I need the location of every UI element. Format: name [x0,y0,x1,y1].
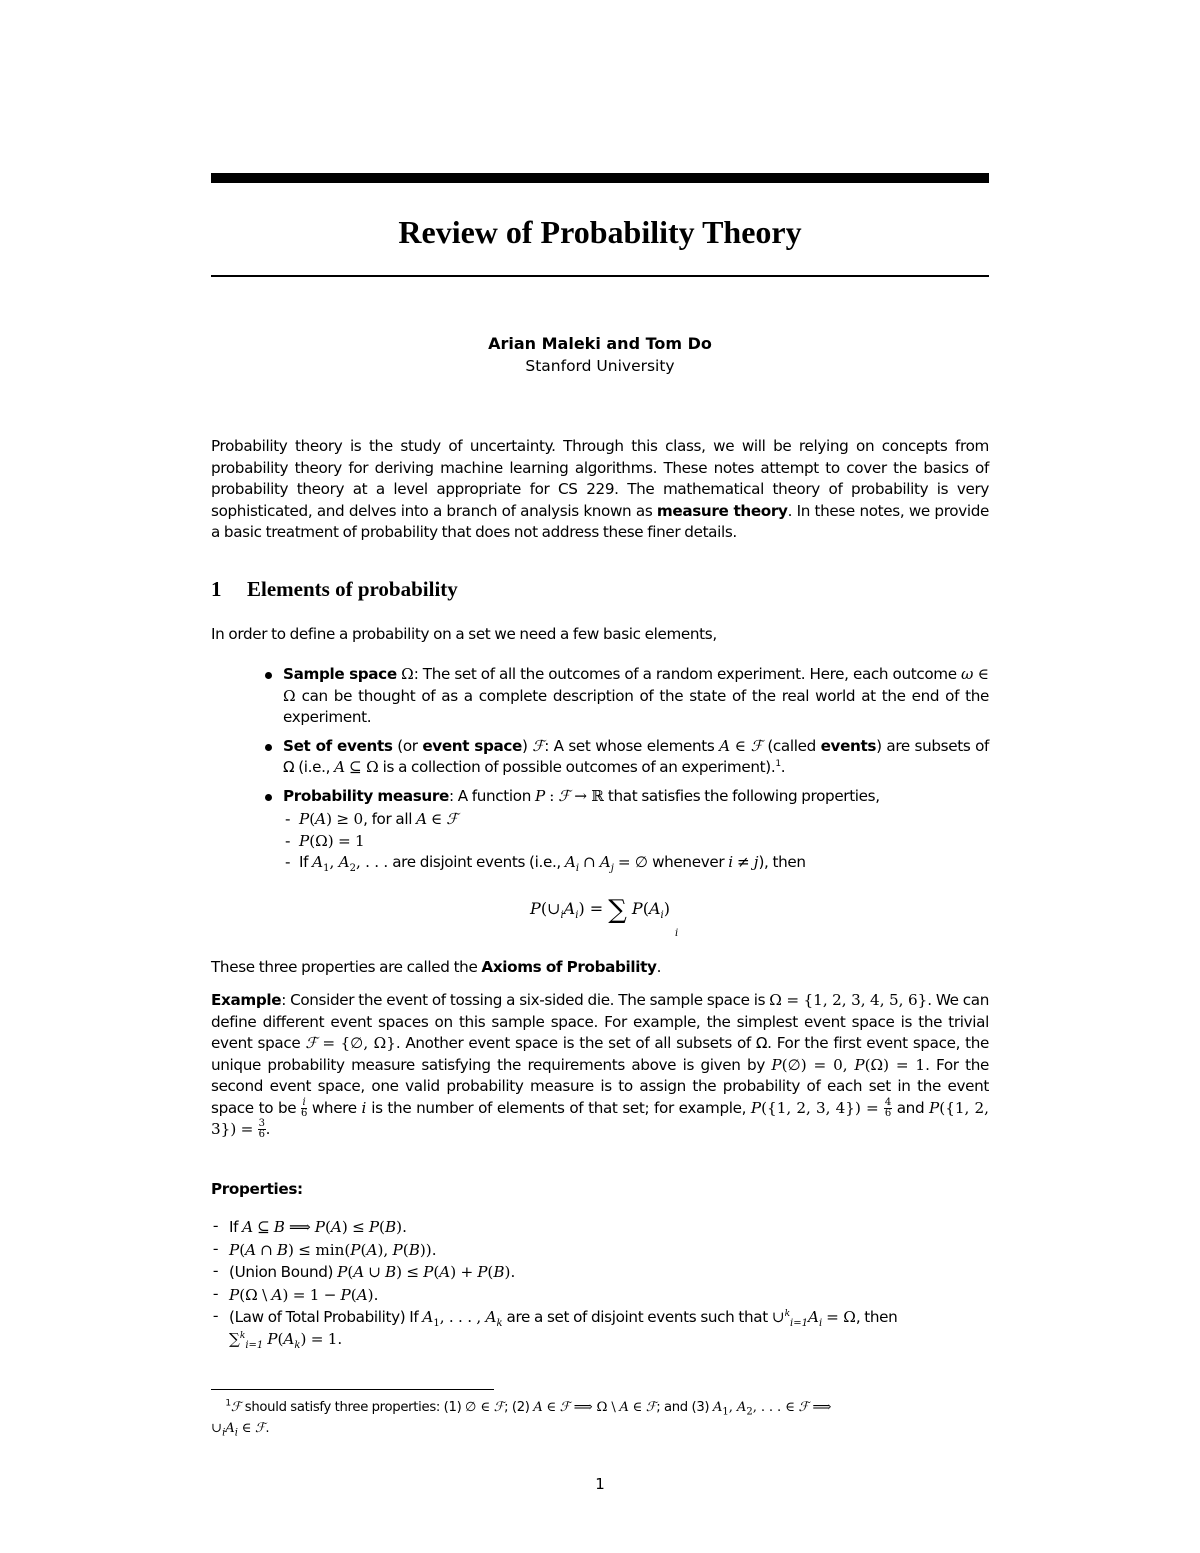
axiom-2: - P(Ω) = 1 [285,831,365,850]
list-item-probability-measure [261,786,989,874]
footnote-ref: 1 [775,758,781,769]
abstract-term: measure theory [656,501,788,520]
axiom-3: - If $A_1$, $A_2$, . . . are disjoint events (i.e., $A_i$ ∩ $A_j$ = ∅ whenever i ≠ j), then [285,853,806,875]
fraction-3-6: $\frac{3}{6}$ [258,1118,265,1140]
abstract-text-2: . In these notes, we provide a basic treatment of probability that does not address these finer details. [211,501,989,541]
page-number: 1 [595,1475,605,1493]
bullet-dot [265,672,272,679]
axiom-sublist [283,809,989,874]
example-paragraph: Example: Consider the event of tossing a six-sided die. The sample space is Ω = {1, 2, 3, 4, 5, 6}. We can define different event spaces on this sample space. For example, the simplest event space is the trivial event space ℱ = {∅, Ω}. Another event space is the set of all subsets of Ω. For the first event space, the unique probability measure satisfying the requirements above is given by P(∅) = 0, P(Ω) = 1. For the second event space, one valid probability measure is to assign the probability of each set in the event space to be $\frac{i}{6}$ where i is the number of elements of that set; for example, P({1, 2, 3, 4}) = $\frac{4}{6}$ and P({1, 2, 3}) = $\frac{3}{6}$ . [211,991,990,1140]
properties-heading: Properties: [211,1180,303,1198]
paper-page [211,0,989,1553]
section-title: Elements of probability [247,577,458,601]
list-item-event-space [261,736,989,779]
intro-paragraph: In order to define a probability on a set we need a few basic elements, [211,625,717,643]
property-monotonicity: - If A ⊆ B ⟹ P(A) ≤ P(B). [213,1217,407,1236]
fraction-4-6: $\frac{4}{6}$ [884,1096,891,1119]
author-names: Arian Maleki and Tom Do [488,334,712,353]
abstract-text-1: Probability theory is the study of uncertainty. Through this class, we will be relying on concepts from probability theory for deriving machine learning algorithms. These notes attempt to cover the basics of probability theory at a level appropriate for CS 229. The mathematical theory of probability is very sophisticated, and delves into a branch of analysis known as [211,437,989,520]
fraction-i-6: $\frac{i}{6}$ [301,1096,308,1119]
axiom-1: - P(A) ≥ 0, for all A ∈ ℱ [285,810,459,828]
sample-space-text: Sample space Ω: The set of all the outcomes of a random experiment. Here, each outcome ω ∈ Ω can be thought of as a complete description of the state of the real world at the end of the experiment. [283,665,989,726]
axioms-sentence: These three properties are called the Axioms of Probability. [211,958,662,976]
countable-additivity-formula: $P(\cup_iA_i)$ = ∑ $P(A_i)$ i [530,895,679,939]
event-space-text: Set of events (or event space) ℱ: A set whose elements A ∈ ℱ (called events) are subsets of Ω (i.e., A ⊆ Ω is a collection of possible outcomes of an experiment).$^1$. [283,736,990,776]
author-affiliation: Stanford University [525,357,675,375]
title-rule [211,275,989,277]
bullet-dot [265,794,272,801]
section-heading [211,575,989,603]
paper-title: Review of Probability Theory [398,214,802,250]
abstract-paragraph [211,436,989,544]
property-total-probability: - (Law of Total Probability) If $A_1$, . . . , $A_k$ are a set of disjoint events such that $\cup^k_{i=1}A_i = \Omega$, then ∑$^k_{i=1}$ $P(A_k) = 1$. [213,1307,898,1351]
bullet-dot [265,744,272,751]
properties-list [211,1217,989,1351]
definition-list [261,664,989,881]
top-rule [211,173,989,183]
footnote: $^1$ℱ should satisfy three properties: (1) ∅ ∈ ℱ; (2) A ∈ ℱ ⟹ Ω \ A ∈ ℱ; and (3) $A_1$, $A_2$, . . . ∈ ℱ ⟹ $\cup_iA_i$ ∈ ℱ. [211,1398,832,1439]
footnote-rule [211,1389,494,1390]
probability-measure-text: Probability measure: A function P : ℱ → ℝ that satisfies the following properties, - P(A) ≥ 0, for all A ∈ ℱ - P(Ω) = 1 - If $A_1$, $A_2$, . . . are disjoint events (i.e., $A_i$ ∩ $A_j$ = ∅ whenever i ≠ j), then [283,786,989,874]
property-complement: - P(Ω \ A) = 1 − P(A). [213,1284,379,1304]
section-number: 1 [211,577,222,601]
property-intersection: - P(A ∩ B) ≤ min(P(A), P(B)). [213,1239,437,1259]
property-union-bound: - (Union Bound) P(A ∪ B) ≤ P(A) + P(B). [213,1262,516,1281]
list-item-sample-space [261,664,989,729]
